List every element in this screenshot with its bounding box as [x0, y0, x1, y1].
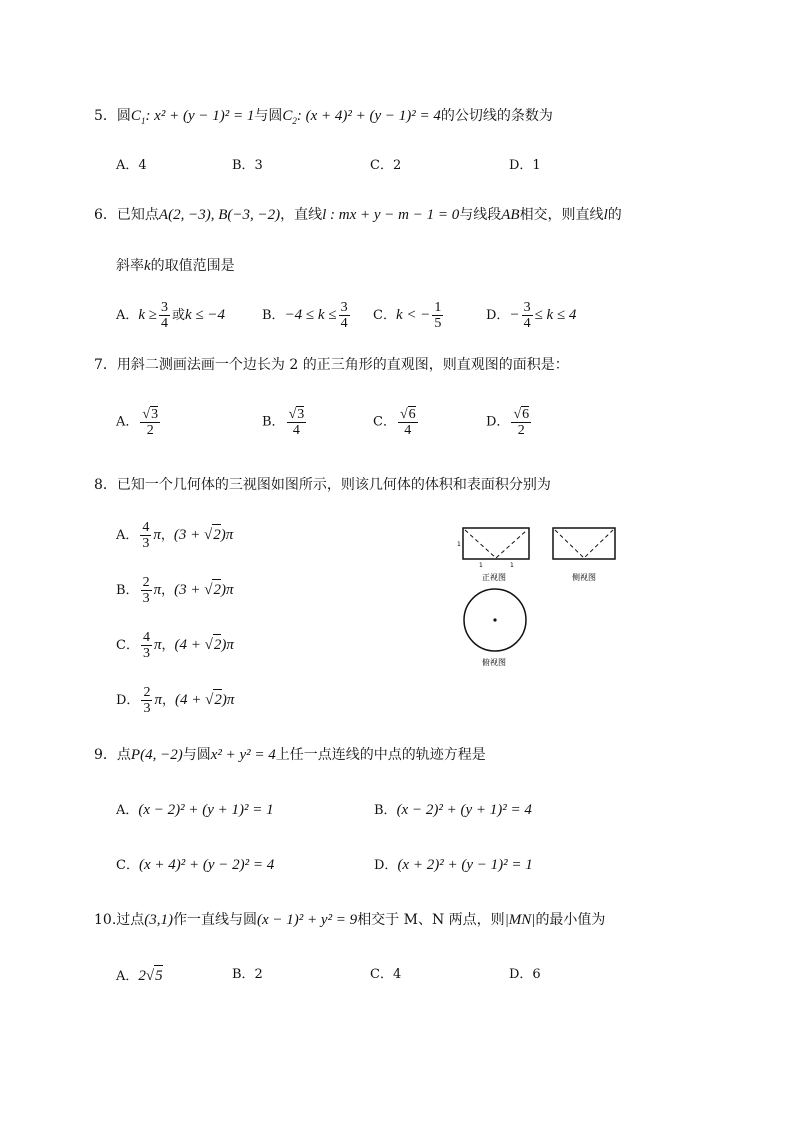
q7-option-b: B． $\frac{√3}{4}$ [262, 407, 305, 438]
question-6-stem-line2 [116, 256, 235, 276]
q6-points: A(2, −3), B(−3, −2) [158, 207, 281, 223]
q6-text-tail2: 的 [607, 207, 622, 223]
q6-option-d-pre: − [509, 307, 520, 323]
q6-l: l [603, 207, 608, 223]
q8-option-c-pi: π [153, 637, 162, 653]
q8-option-b-label: B． [116, 583, 139, 598]
q10-point: (3,1) [144, 912, 174, 928]
q9-option-a-label: A． [116, 803, 139, 818]
q6-text-mid2: 与线段 [459, 207, 502, 223]
side-view-label: 侧视图 [572, 573, 596, 582]
top-view-label: 俯视图 [482, 658, 506, 667]
q5-option-c: C．2 [370, 158, 402, 173]
front-dim-left: 1 [457, 541, 461, 548]
q6-option-a-label: A． [116, 308, 139, 323]
q10-mn: |MN| [504, 912, 536, 928]
q10-text-pre: 过点 [116, 912, 145, 928]
q8-option-d-rad: 2 [213, 689, 222, 710]
q5-option-b: B．3 [232, 158, 263, 173]
q7-option-a-label: A． [116, 414, 139, 430]
q8-option-b: B． $\frac{2}{3}$ π，(3 + √2)π [116, 575, 234, 606]
q8-option-a-pi: π [153, 527, 161, 543]
q6-line-eq: l : mx + y − m − 1 = 0 [322, 207, 460, 223]
q8-option-b-sep: ， [161, 583, 175, 598]
q9-option-b-eq: (x − 2)² + (y + 1)² = 4 [396, 802, 532, 818]
q10-text-mid: 作一直线与圆 [173, 912, 258, 928]
q6-line2-pre: 斜率 [116, 258, 144, 274]
q10-number: 10. [94, 912, 117, 928]
front-view-dashes [465, 530, 527, 558]
q8-option-b-rad: 2 [212, 579, 221, 600]
front-view-rect [463, 528, 529, 559]
question-6-stem [94, 205, 622, 225]
q7-option-b-den: 4 [292, 423, 300, 438]
q6-option-c-num: 1 [434, 300, 442, 315]
q5-eq1: : x² + (y − 1)² = 1 [145, 108, 255, 124]
q8-option-b-expr-pre: (3 + [174, 582, 205, 598]
q5-c2: C [282, 108, 293, 124]
q8-option-b-expr-post: )π [220, 582, 234, 598]
q5-c2-sub: 2 [292, 116, 297, 126]
q5-text-tail: 的公切线的条数为 [440, 108, 553, 124]
q7-option-c-rad: 6 [408, 407, 416, 422]
q6-option-a-num: 3 [161, 300, 169, 315]
top-view-center-dot [493, 618, 496, 621]
q5-option-a: A．4 [116, 158, 147, 173]
q6-option-c-den: 5 [434, 316, 442, 331]
q7-option-b-rad: 3 [297, 407, 305, 422]
q6-option-d-den: 4 [523, 316, 531, 331]
front-dim-bottom-2: 1 [510, 562, 514, 569]
q10-option-d: D．6 [509, 967, 541, 982]
q8-option-a-sep: ， [160, 528, 174, 543]
q6-option-d-num: 3 [523, 300, 531, 315]
q8-option-d-expr-post: )π [221, 692, 235, 708]
q8-option-c-rad: 2 [213, 634, 222, 655]
q5-option-d: D．1 [509, 158, 541, 173]
q8-option-a-expr-post: )π [220, 527, 234, 543]
q10-option-a-rad: 5 [154, 965, 163, 986]
q10-option-a-coef: 2 [138, 968, 146, 984]
q6-option-d-label: D． [486, 308, 510, 323]
q6-option-c-label: C． [373, 308, 396, 323]
q6-option-c [373, 300, 445, 331]
question-7-stem: 7．用斜二测画法画一个边长为 2 的正三角形的直观图，则直观图的面积是： [94, 357, 569, 373]
q7-option-a: A． $\frac{√3}{2}$ [116, 407, 159, 438]
q10-option-c: C．4 [370, 967, 402, 982]
q5-c1: C [130, 108, 141, 124]
q6-text-mid: ，直线 [280, 207, 323, 223]
q6-option-a-post: k ≤ −4 [185, 307, 226, 323]
q8-option-d-label: D． [116, 693, 140, 708]
q6-number: 6． [94, 207, 117, 223]
q9-option-a [116, 800, 274, 821]
q8-option-c-label: C． [116, 638, 139, 653]
q6-line2-tail: 的取值范围是 [150, 258, 235, 274]
q9-option-c [116, 855, 274, 876]
q6-segment: AB [501, 207, 520, 223]
q8-option-d-expr-pre: (4 + [174, 692, 206, 708]
q8-option-b-pi: π [153, 582, 162, 598]
q6-option-b [262, 300, 352, 331]
q8-option-c-num: 4 [142, 630, 150, 645]
front-dim-bottom-1: 1 [479, 562, 483, 569]
q6-option-b-den: 4 [340, 316, 348, 331]
q6-option-d [486, 300, 576, 331]
q9-option-d [374, 855, 533, 876]
q10-text-mid2: 相交于 M、N 两点，则 [357, 912, 505, 928]
q10-option-b: B．2 [232, 967, 263, 982]
q9-option-d-eq: (x + 2)² + (y − 1)² = 1 [397, 857, 533, 873]
q8-option-a-label: A． [116, 528, 139, 543]
q8-option-c-sep: ， [161, 638, 175, 653]
q8-option-d-pi: π [154, 692, 162, 708]
q8-option-a-expr-pre: (3 + [173, 527, 205, 543]
q6-k: k [144, 258, 151, 274]
side-view-dashes [555, 530, 613, 558]
q8-option-a-rad: 2 [212, 524, 221, 545]
q7-option-c-den: 4 [404, 423, 412, 438]
q7-option-a-den: 2 [146, 423, 154, 438]
q6-option-d-post: ≤ k ≤ 4 [534, 307, 577, 323]
q9-option-c-label: C． [116, 858, 139, 873]
q9-circle: x² + y² = 4 [210, 747, 276, 763]
q7-option-c: C． $\frac{√6}{4}$ [373, 407, 416, 438]
q6-option-a-or: 或 [172, 308, 186, 323]
q5-text: 圆 [116, 108, 131, 124]
q5-eq2: : (x + 4)² + (y − 1)² = 4 [296, 108, 441, 124]
q7-option-d-rad: 6 [522, 407, 530, 422]
q6-text-tail: 相交，则直线 [519, 207, 604, 223]
q8-option-a-num: 4 [142, 520, 150, 535]
q8-option-d-num: 2 [143, 685, 151, 700]
question-10-stem [94, 910, 605, 930]
q6-text-pre: 已知点 [116, 207, 159, 223]
q6-option-b-num: 3 [340, 300, 348, 315]
q8-option-b-den: 3 [142, 591, 150, 606]
q7-option-d: D． $\frac{√6}{2}$ [486, 407, 530, 438]
q9-option-b-label: B． [374, 803, 397, 818]
q7-option-d-den: 2 [517, 423, 525, 438]
q7-option-b-label: B． [262, 414, 285, 430]
q10-circle: (x − 1)² + y² = 9 [257, 912, 358, 928]
q9-text-tail: 上任一点连线的中点的轨迹方程是 [275, 747, 486, 763]
q5-c1-sub: 1 [140, 116, 146, 126]
q9-option-d-label: D． [374, 858, 398, 873]
question-8-stem: 8．已知一个几何体的三视图如图所示，则该几何体的体积和表面积分别为 [94, 477, 551, 493]
q8-option-b-num: 2 [142, 575, 150, 590]
front-view-label: 正视图 [482, 573, 506, 582]
q5-number: 5． [94, 108, 117, 124]
q9-option-a-eq: (x − 2)² + (y + 1)² = 1 [138, 802, 274, 818]
q8-option-a: A． $\frac{4}{3}$ π，(3 + √2)π [116, 520, 234, 551]
q6-option-a [116, 300, 225, 331]
q9-option-b [374, 800, 532, 821]
q8-option-c-expr-post: )π [221, 637, 234, 653]
q6-option-a-den: 4 [161, 316, 169, 331]
question-9-stem [94, 745, 486, 765]
q8-option-d-sep: ， [161, 693, 175, 708]
q6-option-a-pre: k ≥ [138, 307, 158, 323]
q8-option-c: C． $\frac{4}{3}$ π，(4 + √2)π [116, 630, 234, 661]
q9-option-c-eq: (x + 4)² + (y − 2)² = 4 [138, 857, 275, 873]
q8-option-c-expr-pre: (4 + [174, 637, 205, 653]
q7-option-d-label: D． [486, 414, 510, 430]
q6-option-c-pre: k < − [395, 307, 431, 323]
three-view-figure [455, 522, 625, 672]
question-5-stem [94, 106, 553, 131]
q9-point: P(4, −2) [130, 747, 183, 763]
q8-option-d-den: 3 [143, 701, 151, 716]
q9-text-mid: 与圆 [182, 747, 211, 763]
q5-text-mid: 与圆 [254, 108, 283, 124]
side-view-rect [553, 528, 615, 559]
q6-option-b-label: B． [262, 308, 285, 323]
q6-option-b-pre: −4 ≤ k ≤ [284, 307, 337, 323]
q10-option-a: A．2√5 [116, 965, 163, 987]
q10-text-tail: 的最小值为 [535, 912, 606, 928]
q7-option-c-label: C． [373, 414, 396, 430]
q9-number: 9． [94, 747, 117, 763]
q9-text-pre: 点 [116, 747, 131, 763]
q8-option-c-den: 3 [142, 646, 150, 661]
q10-option-a-label: A． [116, 969, 139, 984]
q8-option-a-den: 3 [142, 536, 150, 551]
q7-option-a-rad: 3 [151, 407, 159, 422]
q8-option-d: D． $\frac{2}{3}$ π，(4 + √2)π [116, 685, 235, 716]
